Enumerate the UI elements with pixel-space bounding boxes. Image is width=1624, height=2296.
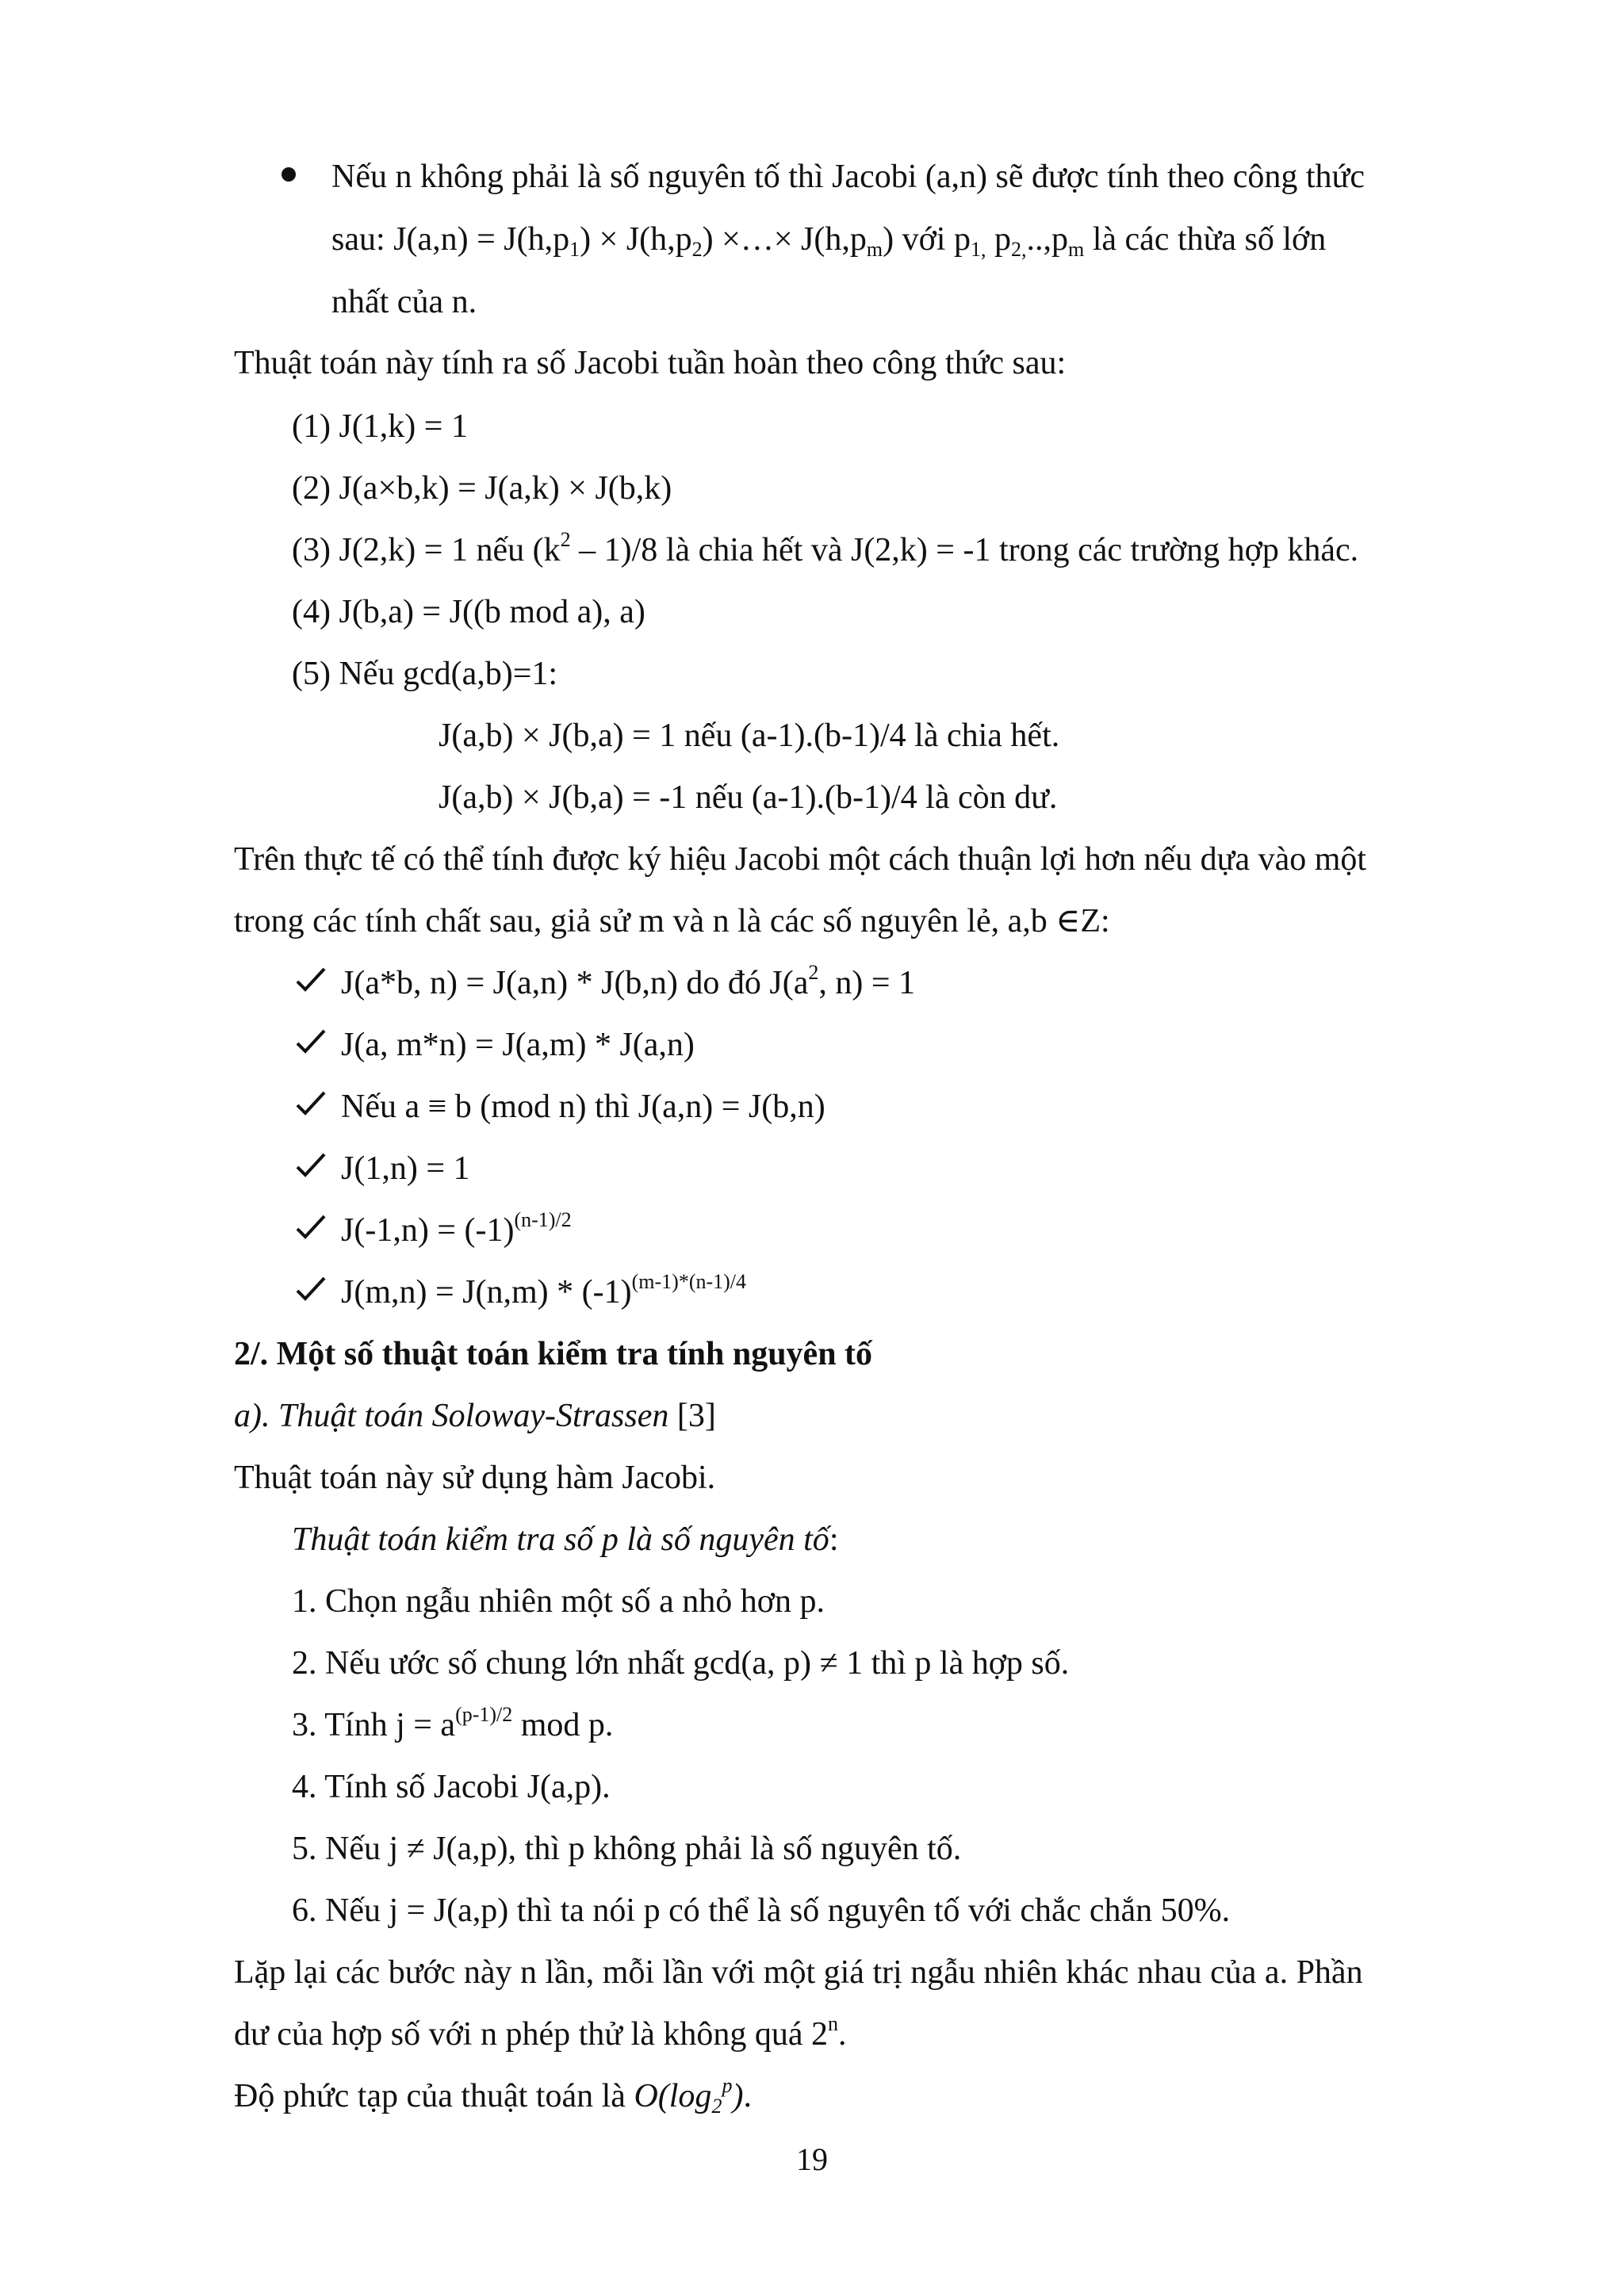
- step-4: 4. Tính số Jacobi J(a,p).: [292, 1769, 611, 1805]
- rule-4: (4) J(b,a) = J((b mod a), a): [292, 594, 645, 630]
- rule-5: (5) Nếu gcd(a,b)=1:: [292, 656, 558, 692]
- property-5: $J(-1,n) = (-1)^{(n-1)/2}$: [341, 1208, 572, 1249]
- repeat-line-1: Lặp lại các bước này n lần, mỗi lần với một giá trị ngẫu nhiên khác nhau của a. Phần: [234, 1954, 1363, 1991]
- checkmark-icon: [295, 1213, 327, 1243]
- checkmark-icon: [295, 1275, 327, 1305]
- rule-5b: J(a,b) × J(b,a) = -1 nếu (a-1).(b-1)/4 là còn dư.: [439, 779, 1058, 816]
- rule-1: (1) J(1,k) = 1: [292, 408, 468, 445]
- step-2: 2. Nếu ước số chung lớn nhất gcd(a, p) ≠ 1 thì p là hợp số.: [292, 1645, 1070, 1682]
- checkmark-icon: [295, 966, 327, 996]
- property-4: J(1,n) = 1: [341, 1150, 470, 1187]
- page-number: 19: [796, 2141, 828, 2177]
- step-3: 3. Tính $j = a^{(p-1)/2}$ mod p.: [292, 1703, 614, 1743]
- step-6: 6. Nếu j = J(a,p) thì ta nói p có thể là số nguyên tố với chắc chắn 50%.: [292, 1892, 1231, 1929]
- property-3: Nếu a ≡ b (mod n) thì J(a,n) = J(b,n): [341, 1089, 825, 1125]
- rule-2: (2) J(a×b,k) = J(a,k) × J(b,k): [292, 470, 672, 507]
- checkmark-icon: [295, 1151, 327, 1181]
- step-1: 1. Chọn ngẫu nhiên một số a nhỏ hơn p.: [292, 1583, 825, 1620]
- section-heading: 2/. Một số thuật toán kiểm tra tính nguyên tố: [234, 1336, 873, 1372]
- practice-line-1: Trên thực tế có thể tính được ký hiệu Jacobi một cách thuận lợi hơn nếu dựa vào một: [234, 841, 1367, 878]
- complexity-text: Độ phức tạp của thuật toán là $O(\log_2^p)$.: [234, 2074, 752, 2118]
- practice-line-2: trong các tính chất sau, giả sử m và n là các số nguyên lẻ, a,b ∈Z:: [234, 903, 1110, 939]
- subsection-heading: a). Thuật toán Soloway-Strassen [3]: [234, 1398, 716, 1434]
- checkmark-icon: [295, 1089, 327, 1119]
- repeat-line-2: dư của hợp số với n phép thử là không quá 2$^n$.: [234, 2012, 847, 2053]
- step-5: 5. Nếu j ≠ J(a,p), thì p không phải là số nguyên tố.: [292, 1831, 962, 1867]
- property-1: J(a*b, n) = J(a,n) * J(b,n) do đó $J(a^2$, n) = 1: [341, 961, 916, 1001]
- bullet-line-2: sau: $J(a,n) = J(h,p_1) \times J(h,p_2)$ ×…× $J(h,p_m)$ với $p_{1,}$ $p_{2,}..,p_m$ là các thừa số lớn: [331, 221, 1327, 261]
- rule-5a: J(a,b) × J(b,a) = 1 nếu (a-1).(b-1)/4 là chia hết.: [439, 718, 1060, 754]
- property-6: $J(m,n) = J(n,m) * (-1)^{(m-1)*(n-1)/4}$: [341, 1270, 747, 1311]
- property-2: J(a, m*n) = J(a,m) * J(a,n): [341, 1027, 695, 1063]
- bullet-line-3: nhất của n.: [331, 284, 477, 320]
- checkmark-icon: [295, 1027, 327, 1058]
- uses-text: Thuật toán này sử dụng hàm Jacobi.: [234, 1460, 716, 1496]
- bullet-line-1: Nếu n không phải là số nguyên tố thì Jacobi (a,n) sẽ được tính theo công thức: [331, 159, 1365, 195]
- rule-3: (3) J(2,k) = 1 nếu $(k^2 - 1)/8$ là chia hết và J(2,k) = -1 trong các trường hợp khác.: [292, 528, 1359, 568]
- intro-text: Thuật toán này tính ra số Jacobi tuần hoàn theo công thức sau:: [234, 345, 1067, 381]
- bullet-dot: [282, 167, 296, 182]
- algorithm-title: Thuật toán kiểm tra số p là số nguyên tố:: [292, 1521, 839, 1558]
